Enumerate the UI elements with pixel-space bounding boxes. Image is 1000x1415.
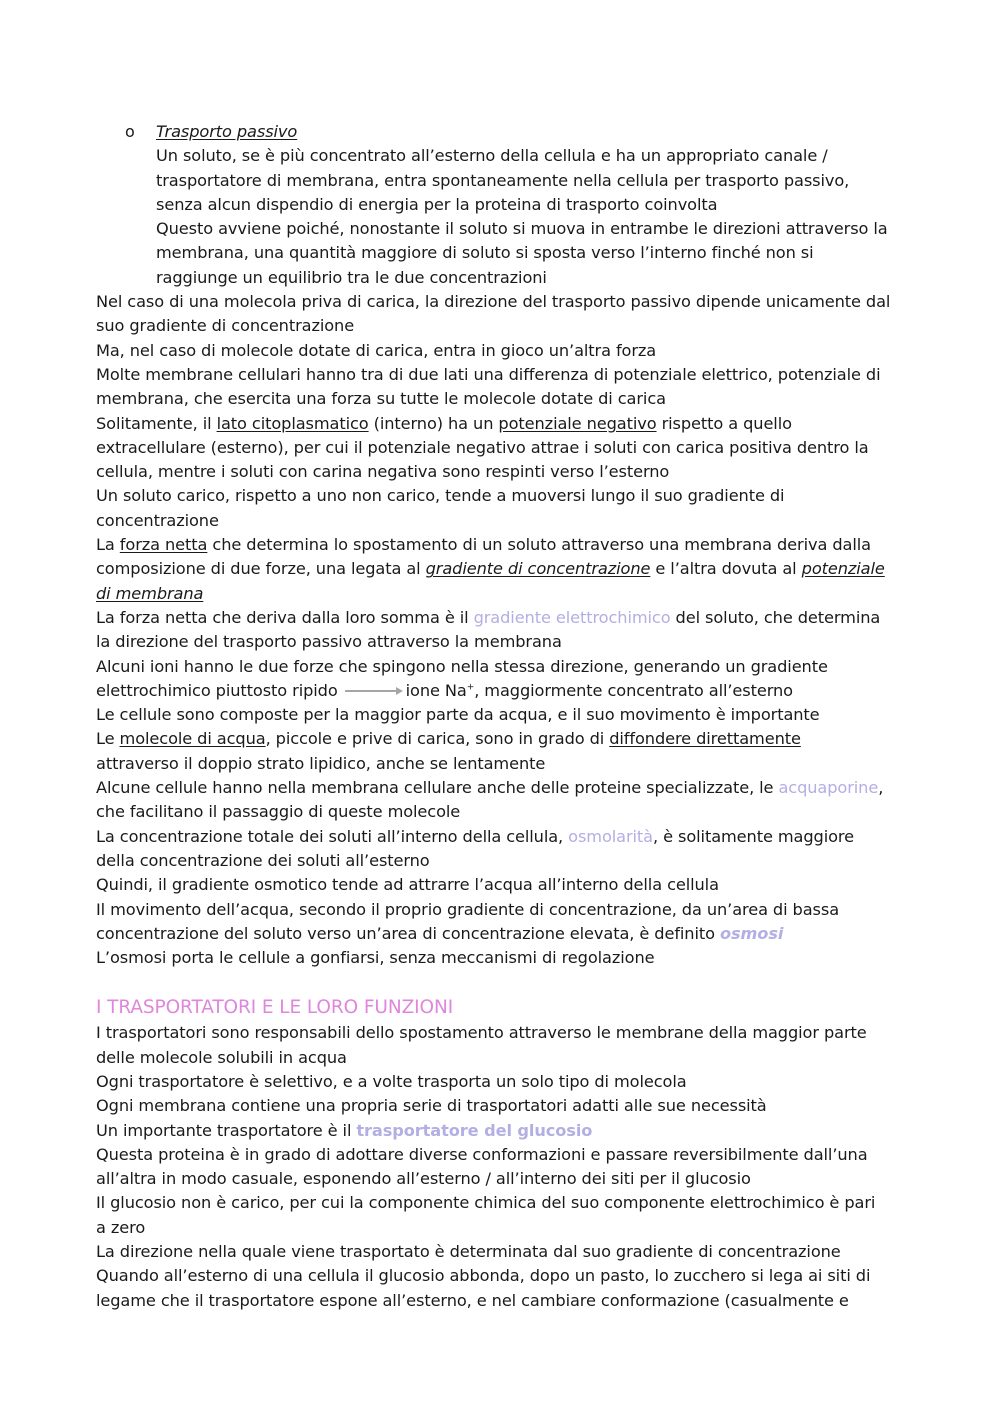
paragraph-line: senza alcun dispendio di energia per la proteina di trasporto coinvolta <box>156 194 718 214</box>
paragraph-line: la direzione del trasporto passivo attraverso la membrana <box>96 632 562 652</box>
text-run: Un importante trasportatore è il <box>96 1120 357 1140</box>
text-run: , è solitamente maggiore <box>653 826 854 846</box>
paragraph-line: Un soluto, se è più concentrato all’esterno della cellula e ha un appropriato canale / <box>156 146 828 166</box>
subsection-title: Trasporto passivo <box>156 122 298 141</box>
underlined-term: forza netta <box>119 535 208 555</box>
right-arrow-icon <box>344 686 404 696</box>
paragraph-line: Ogni membrana contiene una propria serie di trasportatori adatti alle sue necessità <box>96 1096 767 1116</box>
paragraph-line: Il glucosio non è carico, per cui la componente chimica del suo componente elettrochimico è pari <box>96 1193 876 1213</box>
paragraph-line: concentrazione <box>96 510 219 530</box>
paragraph-line: suo gradiente di concentrazione <box>96 316 355 336</box>
paragraph-line: extracellulare (esterno), per cui il potenziale negativo attrae i soluti con carica positiva dentro la <box>96 437 869 457</box>
paragraph-line: raggiunge un equilibrio tra le due concentrazioni <box>156 267 547 287</box>
paragraph-line: trasportatore di membrana, entra spontaneamente nella cellula per trasporto passivo, <box>156 170 850 190</box>
section-heading: I TRASPORTATORI E LE LORO FUNZIONI <box>96 997 454 1019</box>
paragraph-line <box>96 557 911 581</box>
text-run: concentrazione del soluto verso un’area di concentrazione elevata, è definito <box>96 923 720 943</box>
paragraph-line <box>96 533 911 557</box>
paragraph-line: L’osmosi porta le cellule a gonfiarsi, senza meccanismi di regolazione <box>96 948 655 968</box>
paragraph-line: delle molecole solubili in acqua <box>96 1047 347 1067</box>
paragraph-line <box>96 1119 911 1143</box>
paragraph-line: all’altra in modo casuale, esponendo all’esterno / all’interno dei siti per il glucosio <box>96 1169 751 1189</box>
text-run: Le <box>96 729 120 749</box>
text-run: (interno) ha un <box>368 413 499 433</box>
bullet-marker: o <box>125 122 135 141</box>
text-run: La concentrazione totale dei soluti all’interno della cellula, <box>96 826 569 846</box>
paragraph-line <box>96 679 911 703</box>
document-content <box>96 120 911 1313</box>
superscript: + <box>466 682 475 693</box>
paragraph-line: La direzione nella quale viene trasportato è determinata dal suo gradiente di concentrazione <box>96 1242 841 1262</box>
text-run: , <box>878 778 884 798</box>
paragraph-line <box>96 776 911 800</box>
paragraph-line: Nel caso di una molecola priva di carica, la direzione del trasporto passivo dipende unicamente dal <box>96 292 891 312</box>
text-run: ione Na <box>405 680 467 700</box>
paragraph-line: membrana, una quantità maggiore di soluto si sposta verso l’interno finché non si <box>156 243 814 263</box>
text-run: del soluto, che determina <box>670 607 881 627</box>
paragraph-line: I trasportatori sono responsabili dello spostamento attraverso le membrane della maggior parte <box>96 1023 867 1043</box>
text-run: , maggiormente concentrato all’esterno <box>474 680 793 700</box>
paragraph-line: Le cellule sono composte per la maggior parte da acqua, e il suo movimento è importante <box>96 705 820 725</box>
paragraph-line <box>96 606 911 630</box>
paragraph-line: attraverso il doppio strato lipidico, anche se lentamente <box>96 753 546 773</box>
paragraph-line: Quando all’esterno di una cellula il glucosio abbonda, dopo un pasto, lo zucchero si lega ai siti di <box>96 1266 871 1286</box>
underlined-term: lato citoplasmatico <box>216 413 369 433</box>
paragraph-line: Molte membrane cellulari hanno tra di due lati una differenza di potenziale elettrico, potenziale di <box>96 364 881 384</box>
text-run: che determina lo spostamento di un soluto attraverso una membrana deriva dalla <box>207 535 871 555</box>
paragraph-line: cellula, mentre i soluti con carina negativa sono respinti verso l’esterno <box>96 462 670 482</box>
paragraph-line: legame che il trasportatore espone all’esterno, e nel cambiare conformazione (casualmente e <box>96 1290 849 1310</box>
text-run: Solitamente, il <box>96 413 217 433</box>
highlighted-term: osmolarità <box>568 826 654 846</box>
underlined-term: diffondere direttamente <box>609 729 801 749</box>
paragraph-line: membrana, che esercita una forza su tutte le molecole dotate di carica <box>96 389 666 409</box>
paragraph-line <box>96 412 911 436</box>
paragraph-line: Questa proteina è in grado di adottare diverse conformazioni e passare reversibilmente dall’una <box>96 1144 868 1164</box>
paragraph-line: di membrana <box>96 583 204 603</box>
passive-transport-subsection <box>96 120 911 290</box>
text-run: elettrochimico piuttosto ripido <box>96 680 338 700</box>
paragraph-line: Questo avviene poiché, nonostante il soluto si muova in entrambe le direzioni attraverso la <box>156 219 888 239</box>
paragraph-line: Un soluto carico, rispetto a uno non carico, tende a muoversi lungo il suo gradiente di <box>96 486 785 506</box>
paragraph-line <box>96 922 911 946</box>
highlighted-term: acquaporine <box>778 778 879 798</box>
underlined-italic-term: potenziale <box>801 559 885 579</box>
underlined-term: potenziale negativo <box>498 413 657 433</box>
paragraph-line <box>96 825 911 849</box>
highlighted-term: osmosi <box>719 923 784 943</box>
text-run: La <box>96 535 120 555</box>
text-run: rispetto a quello <box>656 413 792 433</box>
highlighted-term: gradiente elettrochimico <box>473 607 671 627</box>
text-run: , piccole e prive di carica, sono in grado di <box>265 729 610 749</box>
paragraph-line: Alcuni ioni hanno le due forze che spingono nella stessa direzione, generando un gradiente <box>96 656 828 676</box>
paragraph-line: Quindi, il gradiente osmotico tende ad attrarre l’acqua all’interno della cellula <box>96 875 719 895</box>
text-run: e l’altra dovuta al <box>650 559 802 579</box>
paragraph-line: Ma, nel caso di molecole dotate di carica, entra in gioco un’altra forza <box>96 340 657 360</box>
paragraph-line: che facilitano il passaggio di queste molecole <box>96 802 461 822</box>
paragraph-line <box>96 727 911 751</box>
text-run: composizione di due forze, una legata al <box>96 559 426 579</box>
text-run: Alcune cellule hanno nella membrana cellulare anche delle proteine specializzate, le <box>96 778 779 798</box>
underlined-italic-term: gradiente di concentrazione <box>425 559 651 579</box>
paragraph-line: della concentrazione dei soluti all’esterno <box>96 850 430 870</box>
paragraph-line: a zero <box>96 1217 146 1237</box>
underlined-term: molecole di acqua <box>119 729 266 749</box>
highlighted-term: trasportatore del glucosio <box>356 1120 593 1140</box>
text-run: La forza netta che deriva dalla loro somma è il <box>96 607 474 627</box>
paragraph-line: Il movimento dell’acqua, secondo il proprio gradiente di concentrazione, da un’area di bassa <box>96 899 840 919</box>
paragraph-line: Ogni trasportatore è selettivo, e a volte trasporta un solo tipo di molecola <box>96 1071 687 1091</box>
